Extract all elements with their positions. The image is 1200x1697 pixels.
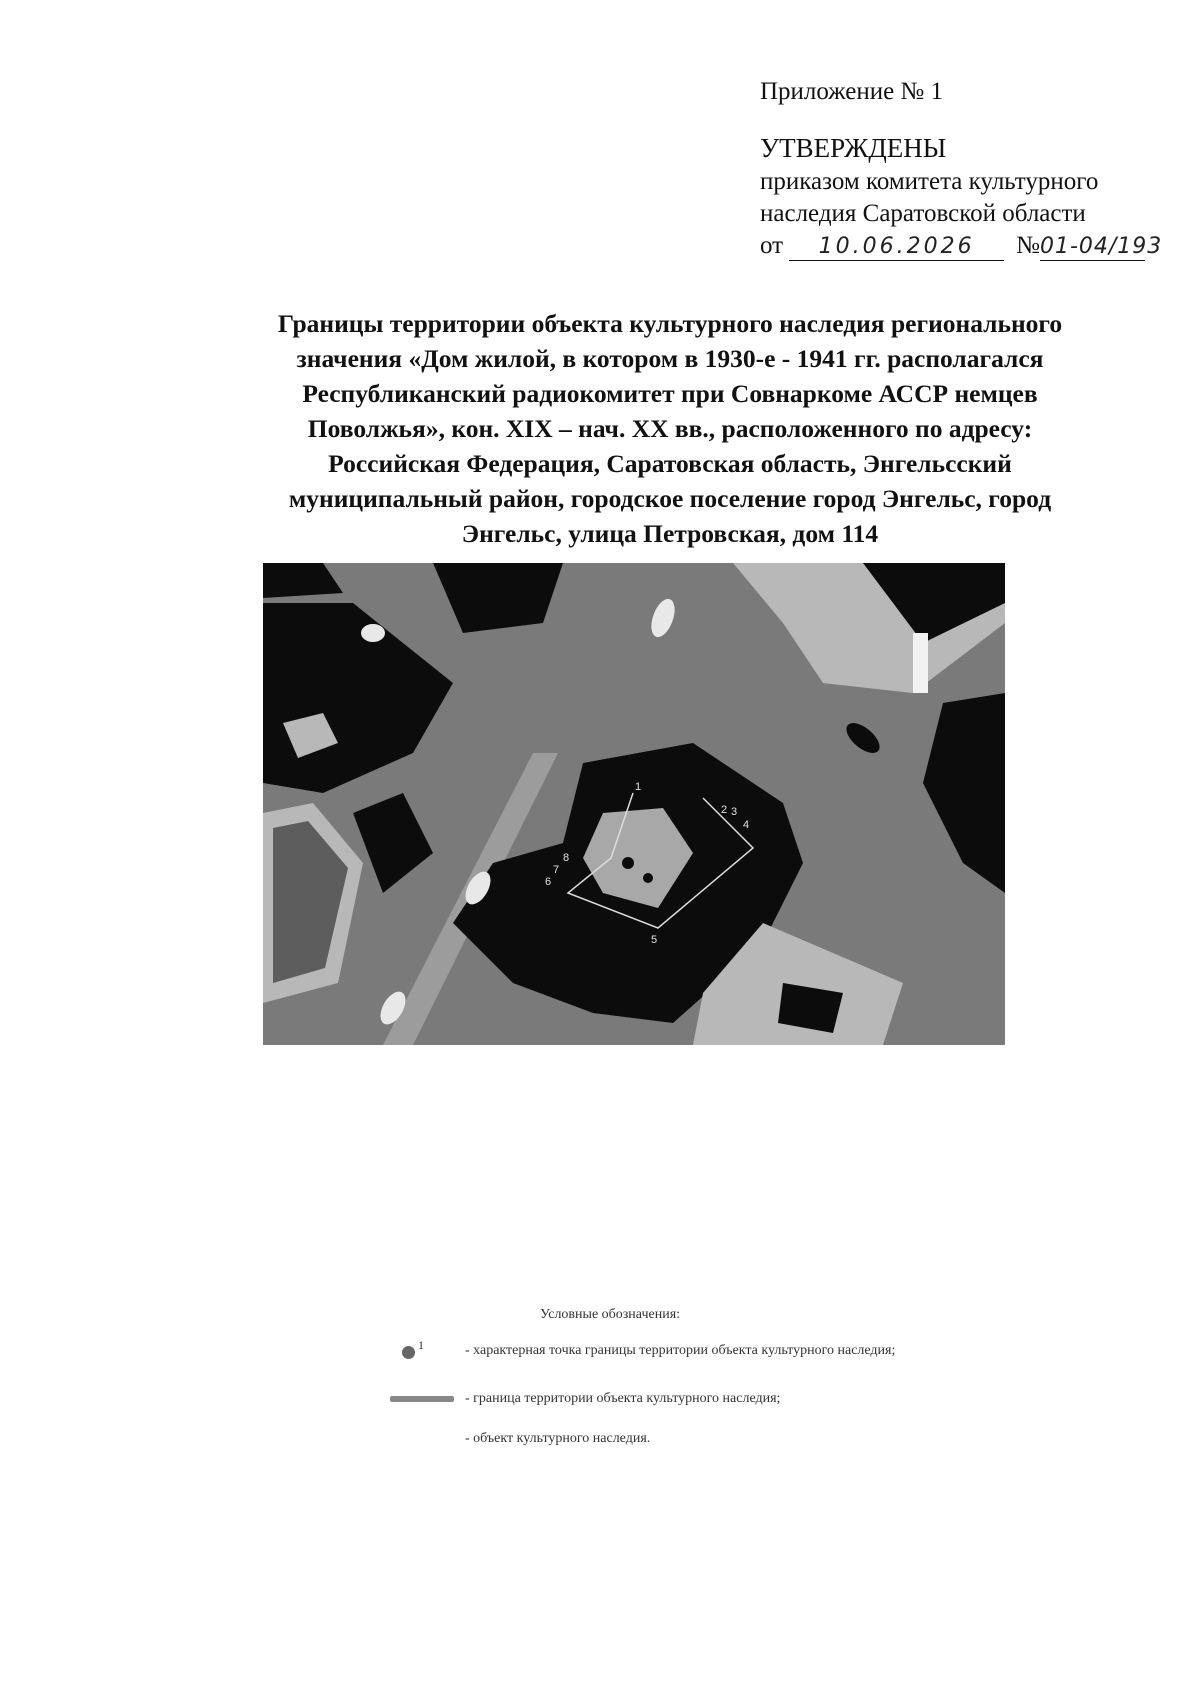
boundary-point-label: 7 bbox=[553, 864, 560, 876]
boundary-point-label: 3 bbox=[731, 806, 738, 818]
title-line: Границы территории объекта культурного наследия регионального bbox=[277, 309, 1063, 338]
boundary-point-label: 6 bbox=[545, 876, 552, 888]
legend-title: Условные обозначения: bbox=[540, 1307, 681, 1322]
approval-block bbox=[760, 76, 1163, 262]
aerial-map bbox=[263, 563, 1005, 1045]
approval-line-1: приказом комитета культурного bbox=[760, 168, 1099, 195]
order-date: 10.06.2026 bbox=[789, 234, 1004, 261]
legend-boundary-symbol bbox=[390, 1390, 460, 1408]
legend-object-text: - объект культурного наследия. bbox=[465, 1431, 651, 1446]
boundary-point-label: 4 bbox=[743, 819, 750, 831]
title-line: Республиканский радиокомитет при Совнаркоме АССР немцев bbox=[302, 379, 1038, 408]
approved-heading: УТВЕРЖДЕНЫ bbox=[760, 133, 947, 163]
title-line: Поволжья», кон. XIX – нач. XX вв., расположенного по адресу: bbox=[307, 414, 1033, 443]
map-roof-detail bbox=[643, 873, 653, 883]
boundary-line-icon bbox=[390, 1396, 454, 1402]
map-car bbox=[361, 624, 385, 642]
document-title bbox=[200, 306, 1140, 551]
title-line: Энгельс, улица Петровская, дом 114 bbox=[461, 519, 879, 548]
number-label: № bbox=[1016, 232, 1040, 259]
title-line: Российская Федерация, Саратовская область, Энгельсский bbox=[328, 449, 1012, 478]
point-dot-icon bbox=[402, 1346, 415, 1359]
title-line: муниципальный район, городское поселение город Энгельс, город bbox=[288, 484, 1052, 513]
legend-object-symbol bbox=[390, 1430, 460, 1448]
boundary-point-label: 5 bbox=[651, 934, 658, 946]
boundary-point-label: 2 bbox=[721, 804, 728, 816]
boundary-point-label: 8 bbox=[563, 852, 570, 864]
approval-line-2: наследия Саратовской области bbox=[760, 200, 1086, 227]
legend-point-text: - характерная точка границы территории объекта культурного наследия; bbox=[465, 1343, 896, 1358]
boundary-point-label: 1 bbox=[635, 781, 642, 793]
annex-label: Приложение № 1 bbox=[760, 78, 944, 105]
title-line: значения «Дом жилой, в котором в 1930-е - 1941 гг. располагался bbox=[296, 344, 1044, 373]
map-chimney bbox=[913, 633, 928, 693]
approval-dateline bbox=[760, 230, 1163, 262]
legend-boundary-text: - граница территории объекта культурного наследия; bbox=[465, 1391, 781, 1406]
map-roof-detail bbox=[622, 857, 634, 869]
from-label: от bbox=[760, 232, 784, 259]
point-dot-number: 1 bbox=[418, 1338, 424, 1352]
aerial-map-image bbox=[263, 563, 1005, 1045]
legend-point-symbol bbox=[390, 1338, 460, 1360]
order-number: 01-04/193 bbox=[1039, 234, 1163, 259]
